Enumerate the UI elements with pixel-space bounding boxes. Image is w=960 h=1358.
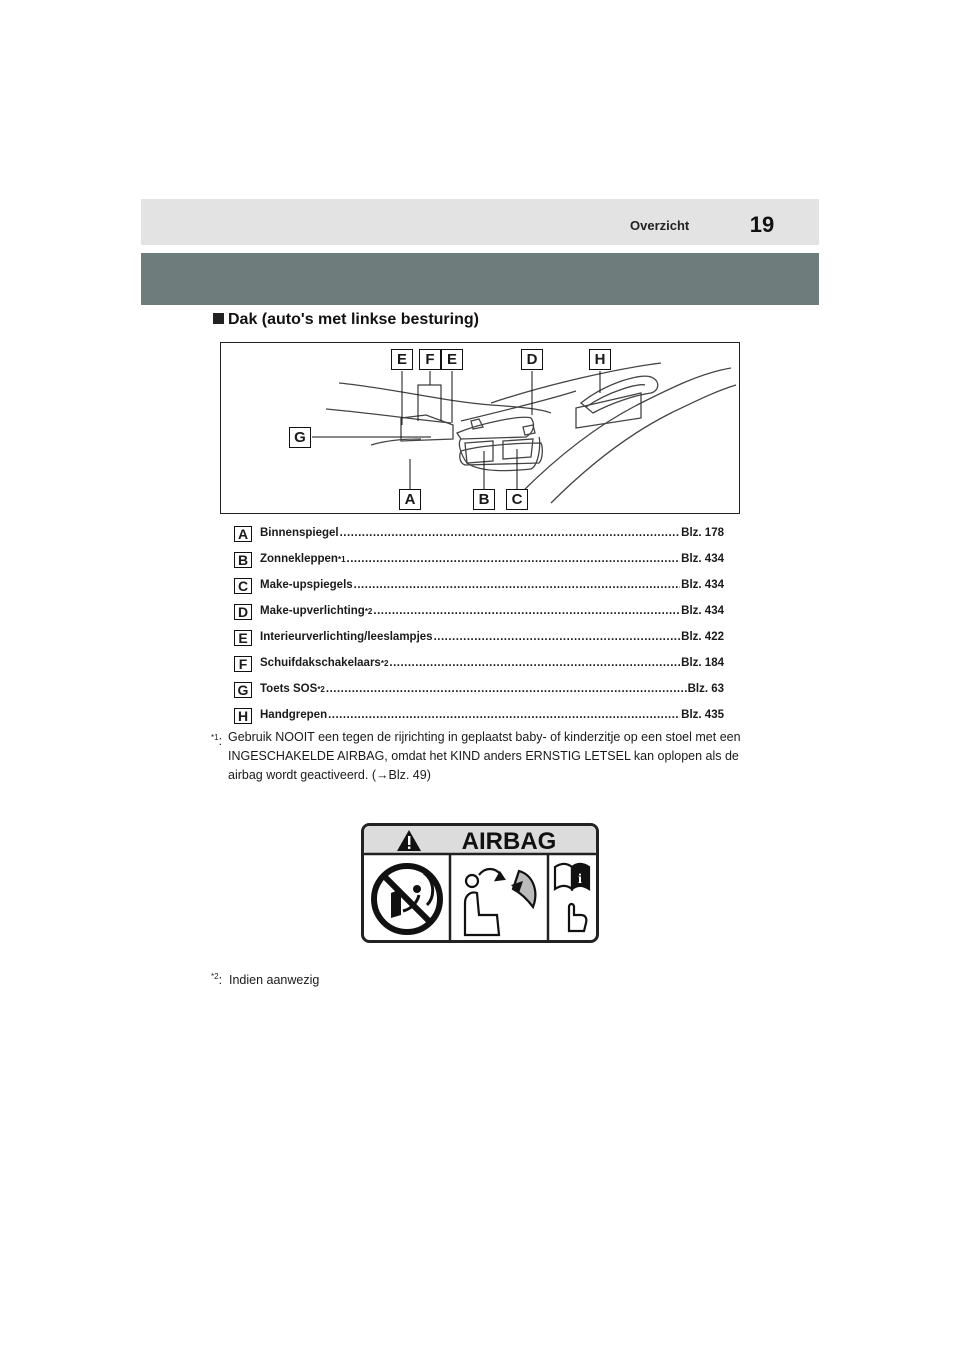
callout-H: H	[589, 349, 611, 370]
item-key-badge: G	[234, 682, 252, 698]
square-bullet-icon	[213, 313, 224, 324]
roof-illustration	[220, 342, 740, 514]
component-list	[234, 523, 724, 731]
list-item: F Schuifdakschakelaars *2 ..... Blz. 184	[234, 653, 724, 679]
item-label: Schuifdakschakelaars	[260, 657, 381, 669]
callout-G: G	[289, 427, 311, 448]
item-label: Interieurverlichting/leeslampjes	[260, 631, 433, 643]
page-header-bar	[141, 199, 819, 245]
item-page-ref[interactable]: Blz. 434	[681, 605, 724, 617]
section-name: Overzicht	[630, 218, 690, 233]
leader-dots	[328, 709, 680, 721]
callout-lines	[312, 371, 600, 490]
footnote-text: Indien aanwezig	[228, 973, 320, 988]
leader-dots	[389, 657, 680, 669]
callout-E-right: E	[441, 349, 463, 370]
section-title	[213, 311, 479, 329]
footnote-marker: $^{*1}$:	[211, 733, 223, 749]
item-key-badge: D	[234, 604, 252, 620]
item-page-ref[interactable]: Blz. 422	[681, 631, 724, 643]
item-key-badge: A	[234, 526, 252, 542]
item-page-ref[interactable]: Blz. 178	[681, 527, 724, 539]
list-item	[234, 523, 724, 549]
page-number: 19	[749, 212, 775, 237]
leader-dots	[340, 527, 681, 539]
item-key-badge: C	[234, 578, 252, 594]
svg-text:i: i	[578, 872, 582, 887]
item-key-badge: B	[234, 552, 252, 568]
list-item: B Zonnekleppen *1 ..... Blz. 434	[234, 549, 724, 575]
callout-B: B	[473, 489, 495, 510]
callout-D: D	[521, 349, 543, 370]
item-key-badge: F	[234, 656, 252, 672]
callout-C: C	[506, 489, 528, 510]
item-label: Make-upspiegels	[260, 579, 353, 591]
footnote-marker: *2	[211, 972, 219, 981]
leader-dots	[347, 553, 681, 565]
item-page-ref[interactable]: Blz. 184	[681, 657, 724, 669]
footnote-2: $^{*2}$: Indien aanwezig	[211, 972, 320, 988]
item-label: Zonnekleppen	[260, 553, 338, 565]
item-key-badge: H	[234, 708, 252, 724]
leader-dots	[373, 605, 680, 617]
list-item: D Make-upverlichting *2 ..... Blz. 434	[234, 601, 724, 627]
airbag-label-title: AIRBAG	[461, 828, 557, 855]
item-label: Handgrepen	[260, 709, 328, 721]
callout-A: A	[399, 489, 421, 510]
list-item	[234, 627, 724, 653]
header-banner	[141, 253, 819, 305]
item-page-ref[interactable]: Blz. 435	[681, 709, 724, 721]
item-page-ref[interactable]: Blz. 434	[681, 579, 724, 591]
airbag-warning-label	[361, 823, 599, 948]
leader-dots	[354, 579, 681, 591]
item-label: Toets SOS	[260, 683, 318, 695]
leader-dots	[326, 683, 687, 695]
list-item	[234, 575, 724, 601]
callout-F: F	[419, 349, 441, 370]
footnote-text: Gebruik NOOIT een tegen de rijrichting in geplaatst baby- of kinderzitje op een stoel met een INGESCHAKELDE AIRBAG, omdat het KIND anders ERNSTIG LETSEL kan oplopen als de airbag wordt geactiveerd. (→Blz. 49)	[228, 730, 741, 782]
airbag-label-graphic	[361, 823, 599, 943]
section-title-text: Dak (auto's met linkse besturing)	[228, 311, 479, 328]
item-page-ref[interactable]: Blz. 63	[687, 683, 724, 695]
list-item: G Toets SOS *2 ..... Blz. 63	[234, 679, 724, 705]
callout-E-left: E	[391, 349, 413, 370]
footnote-1	[211, 728, 751, 785]
item-page-ref[interactable]: Blz. 434	[681, 553, 724, 565]
item-label: Make-upverlichting	[260, 605, 365, 617]
leader-dots	[434, 631, 681, 643]
item-label: Binnenspiegel	[260, 527, 339, 539]
item-key-badge: E	[234, 630, 252, 646]
